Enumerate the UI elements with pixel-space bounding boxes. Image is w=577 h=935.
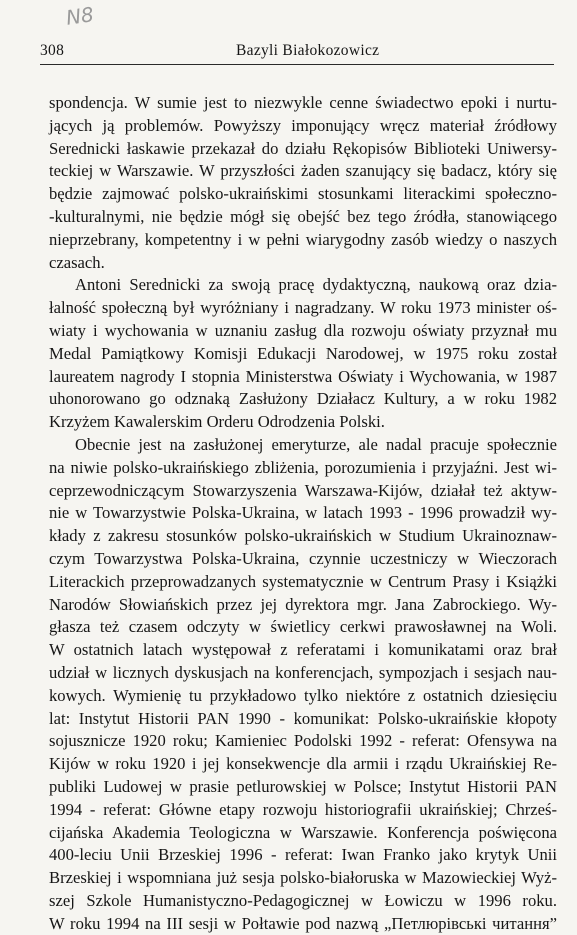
text-run: Narodów Słowiańskich przez jej dyrektora mgr. Jana Zabrockiego. Wy- (49, 594, 557, 614)
text-run: kowych. Wymienię tu przykładowo tylko niektóre z ostatnich dziesięciu (49, 685, 557, 705)
text-line (49, 799, 557, 822)
text-run: Antoni Serednicki za swoją pracę dydaktyczną, naukową oraz dzia- (75, 275, 557, 295)
text-line (49, 457, 557, 480)
text-run: czym Towarzystwa Polska-Ukraina, czynnie uczestniczy w Wieczorach (49, 548, 557, 568)
text-line (49, 822, 557, 845)
text-run: cijańska Akademia Teologiczna w Warszawie. Konferencja poświęcona (49, 822, 557, 842)
italic-title-text: Iwan Franko jako krytyk Unii (341, 845, 558, 865)
text-line (49, 913, 557, 935)
italic-title-text: Polsko-ukraińskie kłopoty (377, 708, 557, 728)
text-run: ; Kamieniec Podolski 1992 - referat: (203, 731, 467, 751)
text-line (49, 434, 557, 457)
text-run: uhonorowano go odznaką Zasłużony Działacz Kultury, a w roku 1982 (49, 389, 557, 409)
text-run: ceprzewodniczącym Stowarzyszenia Warszawa-Kijów, działał też aktyw- (49, 480, 557, 500)
text-run: Medal Pamiątkowy Komisji Edukacji Narodowej, w 1975 roku został (49, 343, 557, 363)
text-line (49, 252, 557, 275)
page-number: 308 (40, 42, 65, 59)
text-run: Literackich przeprowadzanych systematycznie w Centrum Prasy i Książki (49, 571, 557, 591)
text-line (49, 92, 557, 115)
text-line (49, 730, 557, 753)
text-run: na niwie polsko-ukraińskiego zbliżenia, porozumienia i przyjaźni. Jest wi- (49, 457, 557, 477)
text-line (49, 297, 557, 320)
header-rule (40, 64, 554, 65)
text-line (49, 708, 557, 731)
text-line (49, 160, 557, 183)
text-run: będzie zajmować polsko-ukraińskimi stosunkami literackimi społeczno- (49, 184, 557, 204)
text-line (49, 753, 557, 776)
text-line (49, 616, 557, 639)
italic-title-text: Brzeskiej (49, 868, 112, 888)
italic-title-text: publiki Ludowej w prasie petlurowskiej w Polsce (49, 776, 397, 796)
body-text (49, 92, 557, 935)
text-line (49, 571, 557, 594)
text-run: spondencja. W sumie jest to niezwykle cenne świadectwo epoki i nurtu- (49, 93, 557, 112)
text-run: laureatem nagrody I stopnia Ministerstwa Oświaty i Wychowania, w 1987 (49, 366, 557, 386)
text-run: Obecnie jest na zasłużonej emeryturze, ale nadal pracuje społecznie (75, 434, 557, 454)
text-line (49, 115, 557, 138)
text-run: Serednicki łaskawie przekazał do działu Rękopisów Biblioteki Uniwersy- (49, 138, 557, 158)
text-line (49, 274, 557, 297)
text-run: 1994 - referat: (49, 799, 159, 819)
text-run: lat: Instytut Historii PAN 1990 - komunikat: (49, 708, 378, 728)
text-line (49, 776, 557, 799)
text-line (49, 639, 557, 662)
text-line (49, 867, 557, 890)
text-line (49, 206, 557, 229)
text-line (49, 229, 557, 252)
text-line (49, 548, 557, 571)
text-line (49, 480, 557, 503)
text-run: nie w Towarzystwie Polska-Ukraina, w latach 1993 - 1996 prowadził wy- (49, 503, 557, 523)
text-line (49, 388, 557, 411)
text-line (49, 138, 557, 161)
text-run: wiaty i wychowania w uznaniu zasług dla rozwoju oświaty przyznał mu (49, 320, 557, 340)
running-title: Bazyli Białokozowicz (236, 42, 380, 59)
text-run: łalność społeczną był wyróżniany i nagradzany. W roku 1973 minister oś- (49, 298, 557, 318)
text-line (49, 183, 557, 206)
text-run: czasach. (49, 252, 105, 272)
text-run: ; Instytut Historii PAN (396, 776, 557, 796)
text-run: teckiej w Warszawie. W przyszłości żaden szanujący się badacz, który się (49, 161, 557, 181)
text-line (49, 844, 557, 867)
text-line (49, 366, 557, 389)
text-line (49, 890, 557, 913)
italic-title-text: Główne etapy rozwoju historiografii ukraińskiej (158, 799, 494, 819)
text-run: ; Chrześ- (493, 799, 557, 819)
text-line (49, 343, 557, 366)
text-line (49, 411, 557, 434)
text-line (49, 502, 557, 525)
italic-title-text: sojusznicze 1920 roku (49, 731, 204, 751)
italic-title-text: Ofensywa na (466, 731, 557, 751)
text-run: jących ją problemów. Powyższy imponujący wręcz materiał źródłowy (49, 115, 557, 135)
text-run: -kulturalnymi, nie będzie mógł się obejść bez tego źródła, stanowiącego (49, 206, 557, 226)
text-line (49, 685, 557, 708)
text-run: Krzyżem Kawalerskim Orderu Odrodzenia Polski. (49, 412, 385, 432)
text-run: i wspomniana już sesja polsko-białoruska w Mazowieckiej Wyż- (111, 868, 557, 888)
text-line (49, 320, 557, 343)
handwritten-page-mark: N8 (64, 2, 96, 30)
page-header (40, 42, 552, 64)
text-run: głasza też czasem odczyty w świetlicy cerkwi prawosławnej na Woli. (49, 617, 557, 637)
text-line (49, 594, 557, 617)
text-line (49, 525, 557, 548)
italic-title-text: Kijów w roku 1920 i jej konsekwencje dla armii i rządu Ukraińskiej Re- (49, 754, 557, 774)
text-run: W ostatnich latach występował z referatami i komunikatami oraz brał (49, 640, 557, 660)
text-run: W roku 1994 na III sesji w Połtawie pod nazwą „Петлюрівські читання” (49, 913, 557, 933)
text-run: kłady z zakresu stosunków polsko-ukraińskich w Studium Ukrainoznaw- (49, 526, 557, 546)
text-run: nieprzebrany, kompetentny i w pełni wiarygodny zasób wiedzy o naszych (49, 229, 557, 249)
text-run: udział w licznych dyskusjach na konferencjach, sympozjach i sesjach nau- (49, 662, 557, 682)
text-run: szej Szkole Humanistyczno-Pedagogicznej w Łowiczu w 1996 roku. (49, 890, 557, 910)
text-run: 400-leciu Unii Brzeskiej 1996 - referat: (49, 845, 342, 865)
text-line (49, 662, 557, 685)
